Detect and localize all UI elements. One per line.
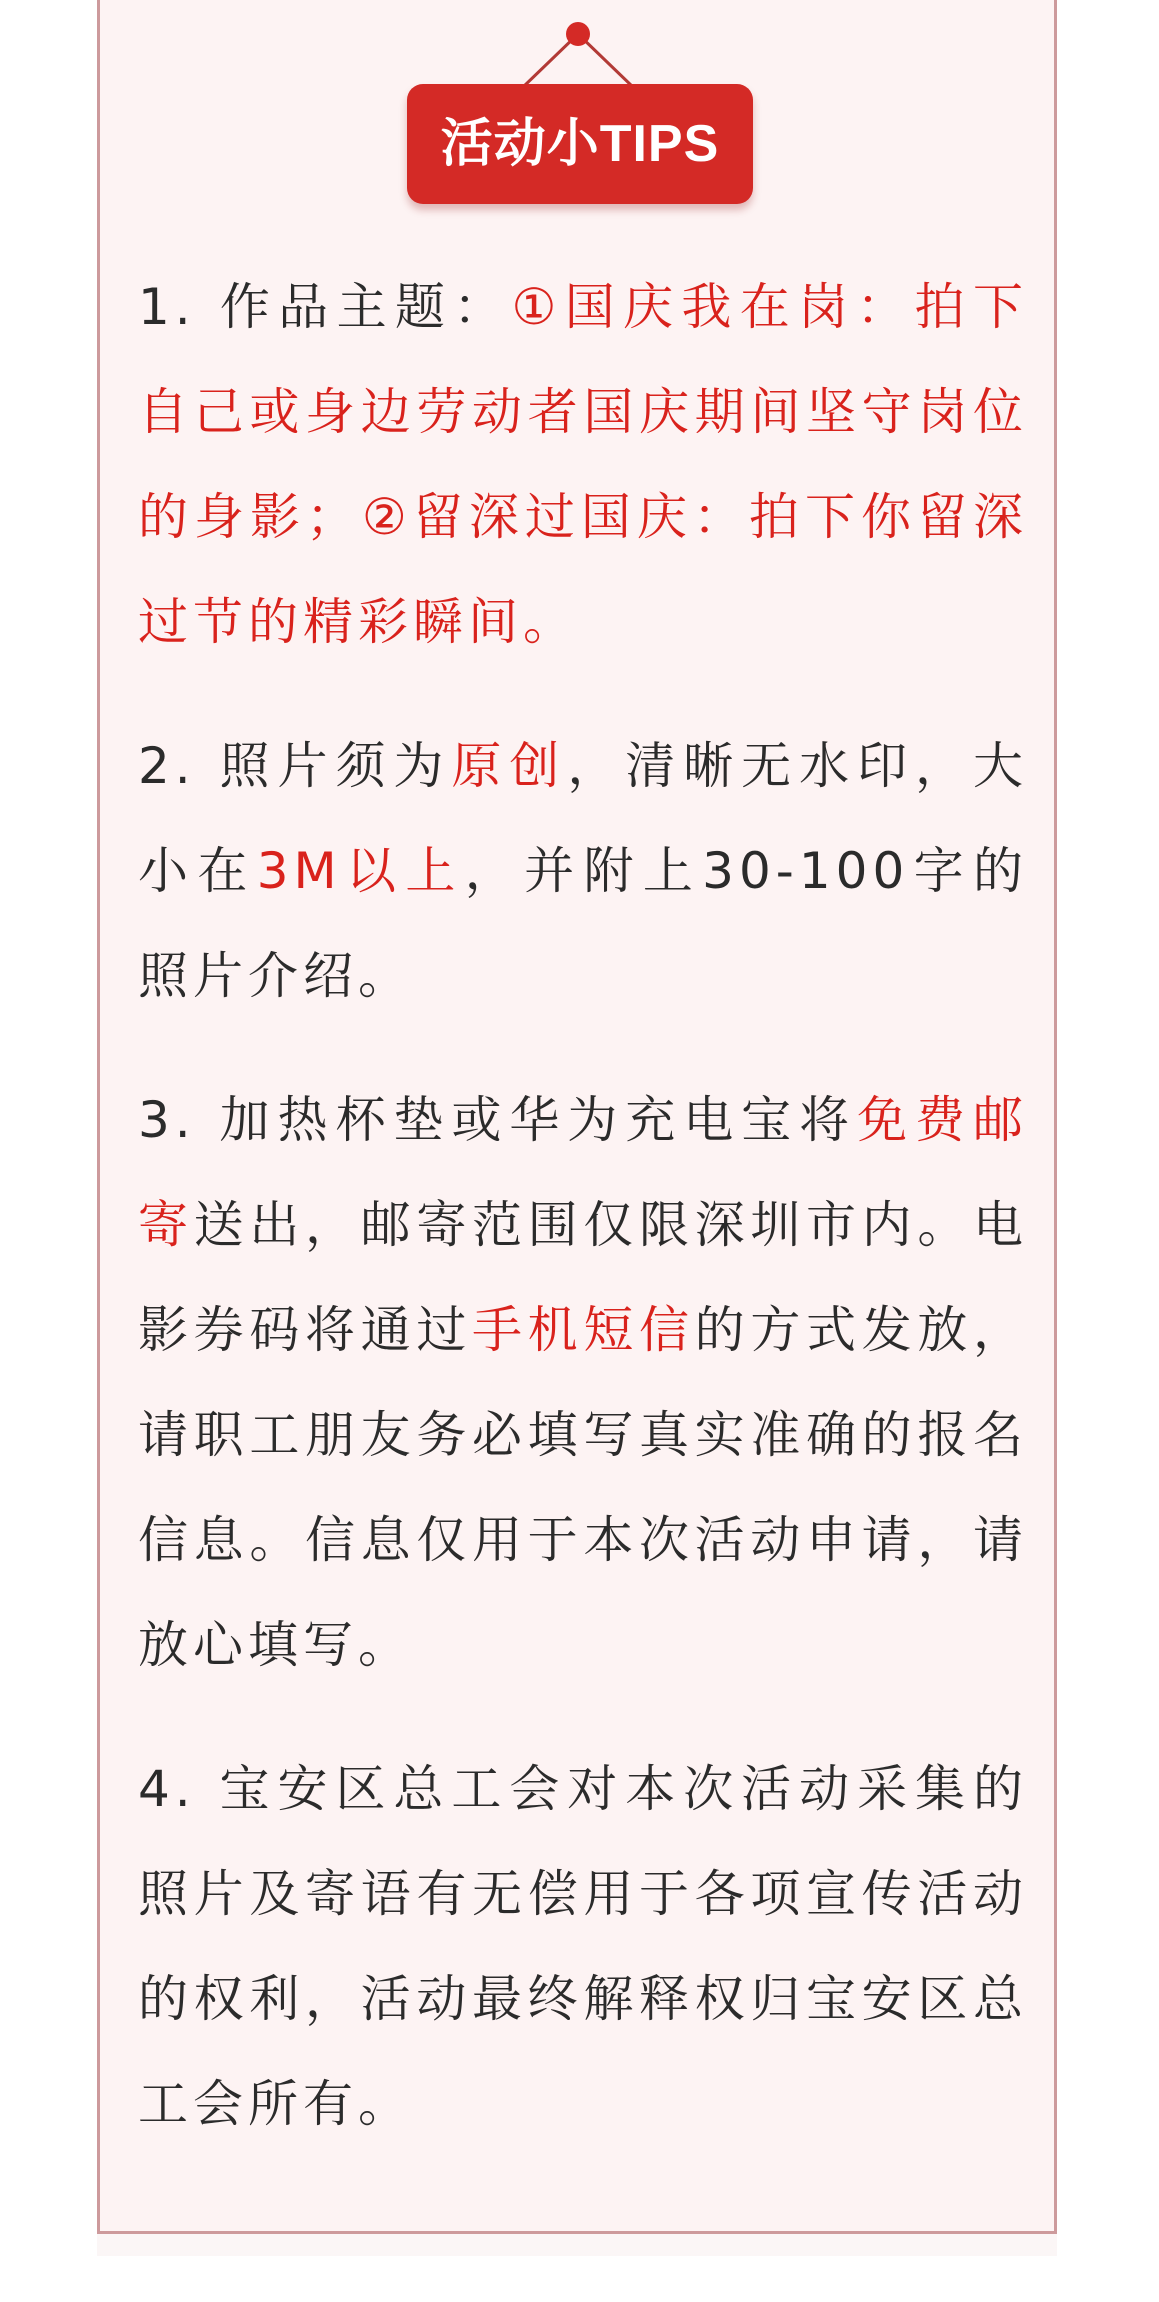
tips-list [138, 255, 1028, 2196]
tip-text: 3. 加热杯垫或华为充电宝将 [138, 1091, 858, 1149]
tip-text: 送出，邮寄范围仅限深圳市内。电影券码将通过 [138, 1196, 1029, 1359]
tip-item [138, 1737, 1028, 2157]
tip-text: 1. 作品主题： [138, 278, 512, 336]
tip-item [138, 255, 1028, 675]
tip-text: 2. 照片须为 [138, 737, 452, 795]
tip-text: ，清晰无水印，大小在 [138, 737, 1029, 900]
tip-text: 的方式发放，请职工朋友务必填写真实准确的报名信息。信息仅用于本次活动申请，请放心填写。 [138, 1301, 1029, 1674]
tip-item [138, 1068, 1028, 1698]
tip-highlight-text: 免费邮寄 [138, 1091, 1028, 1254]
tip-highlight-text: 3M以上 [256, 842, 465, 900]
card-bottom-strip [97, 2234, 1057, 2256]
tip-highlight-text: 原创 [451, 737, 568, 795]
tip-item [138, 714, 1028, 1029]
tip-highlight-text: ①国庆我在岗：拍下自己或身边劳动者国庆期间坚守岗位的身影；②留深过国庆：拍下你留深过节的精彩瞬间。 [138, 278, 1028, 651]
tip-text: ，并附上30-100字的照片介绍。 [138, 842, 1028, 1005]
tip-highlight-text: 手机短信 [472, 1301, 695, 1359]
tips-badge: 活动小TIPS [407, 84, 753, 204]
tip-text: 4. 宝安区总工会对本次活动采集的照片及寄语有无偿用于各项宣传活动的权利，活动最终解释权归宝安区总工会所有。 [138, 1760, 1028, 2133]
